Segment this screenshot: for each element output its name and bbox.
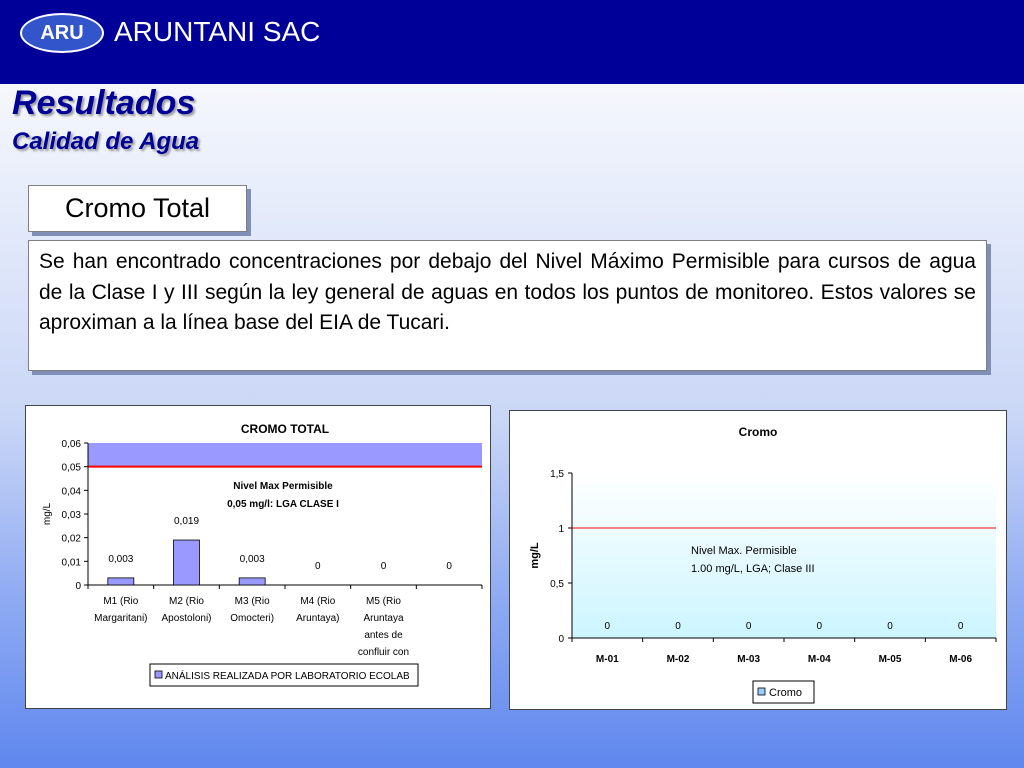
legend-swatch (758, 688, 765, 695)
data-label: 0 (887, 621, 893, 632)
x-tick-label: M2 (Rio (168, 596, 205, 607)
y-tick-label: 0,02 (61, 533, 81, 545)
x-tick-label: M5 (Rio (365, 596, 402, 607)
chart-title: Cromo (738, 425, 778, 439)
y-tick-label: 1 (558, 524, 564, 535)
y-tick-label: 0,01 (61, 557, 81, 569)
bar (174, 540, 200, 585)
chart-title: CROMO TOTAL (240, 422, 330, 436)
x-tick-label: antes de (364, 630, 403, 641)
y-tick-label: 0 (75, 581, 81, 592)
data-label: 0,003 (108, 553, 134, 565)
page-subtitle: Calidad de Agua (12, 128, 200, 155)
x-tick-label: Aruntaya (363, 613, 404, 624)
x-tick-label: M-06 (949, 654, 973, 665)
y-tick-label: 0,06 (61, 439, 81, 450)
bar (239, 578, 265, 585)
body-text: Se han encontrado concentraciones por debajo del Nivel Máximo Permisible para cursos de agua de la Clase I y III según la ley general de aguas en todos los puntos de monitoreo. Estos valores se aproximan a la línea base del EIA de Tucari. (28, 240, 987, 371)
data-label: 0 (446, 561, 452, 572)
x-tick-label: M3 (Rio (234, 596, 270, 607)
limit-label: 0,05 mg/l: LGA CLASE I (227, 499, 339, 510)
x-tick-label: M-03 (737, 654, 761, 665)
y-tick-label: 0 (558, 634, 564, 645)
legend-label: ANÁLISIS REALIZADA POR LABORATORIO ECOLAB (165, 671, 410, 682)
legend-swatch (155, 671, 162, 678)
data-label: 0 (604, 621, 611, 632)
y-axis-label: mg/L (42, 502, 53, 526)
x-tick-label: confluir con (357, 647, 410, 658)
data-label: 0 (315, 561, 321, 572)
section-label: Cromo Total (28, 185, 247, 232)
data-label: 0 (380, 561, 387, 572)
x-tick-label: Omocteri) (230, 613, 275, 624)
x-tick-label: M-01 (595, 654, 619, 665)
chart-cromo-total-svg (26, 406, 490, 708)
plot-area-band (88, 443, 482, 467)
x-tick-label: M1 (Rio (103, 596, 139, 607)
company-name: ARUNTANI SAC (114, 16, 321, 47)
y-axis-label: mg/L (529, 542, 541, 569)
header-bar (0, 0, 1024, 84)
page-title: Resultados (12, 84, 196, 122)
x-tick-label: Apostoloni) (161, 613, 212, 624)
data-label: 0 (675, 621, 681, 632)
limit-label: Nivel Max Permisible (233, 481, 333, 492)
y-tick-label: 1,5 (550, 469, 564, 480)
y-tick-label: 0,03 (61, 510, 81, 521)
legend-label: Cromo (769, 687, 803, 699)
chart-cromo (509, 410, 1007, 710)
limit-label: Nivel Max. Permisible (691, 545, 797, 557)
data-label: 0 (745, 621, 752, 632)
y-tick-label: 0,05 (61, 462, 81, 474)
data-label: 0,003 (239, 553, 265, 565)
x-tick-label: M-04 (807, 654, 831, 665)
x-tick-label: Margaritani) (94, 613, 148, 624)
chart-cromo-total (25, 405, 491, 709)
data-label: 0 (816, 621, 823, 632)
x-tick-label: M4 (Rio (300, 596, 336, 607)
x-tick-label: M-05 (878, 654, 902, 665)
chart-cromo-svg (510, 411, 1006, 709)
data-label: 0 (957, 621, 964, 632)
limit-label: 1.00 mg/L, LGA; Clase III (691, 563, 815, 575)
x-tick-label: Aruntaya) (296, 613, 340, 624)
y-tick-label: 0,5 (550, 579, 564, 590)
bar (108, 578, 134, 585)
company-logo: ARU (20, 13, 104, 53)
data-label: 0,019 (173, 516, 200, 528)
x-tick-label: M-02 (666, 654, 690, 665)
y-tick-label: 0,04 (61, 486, 81, 498)
